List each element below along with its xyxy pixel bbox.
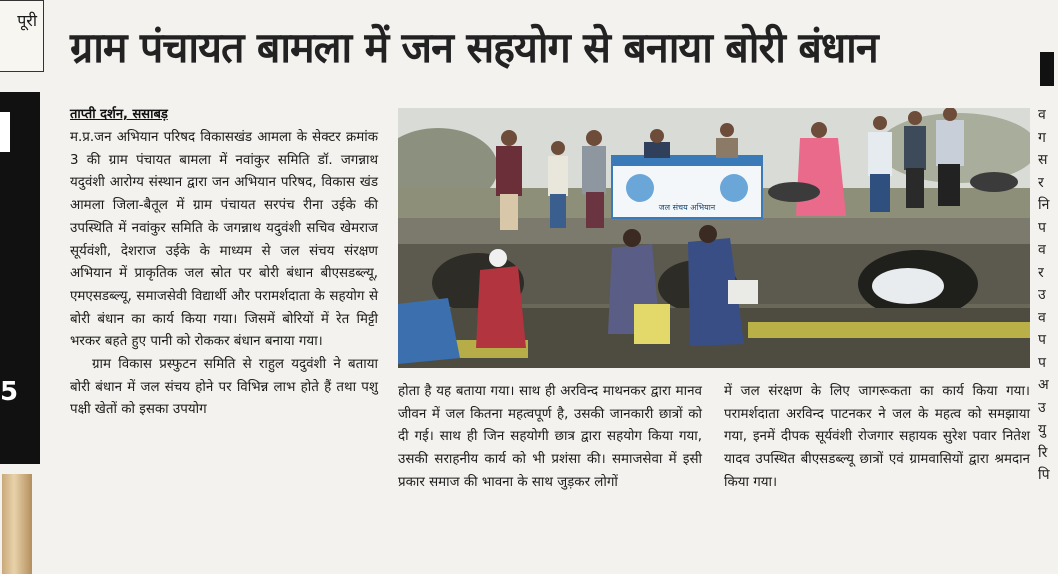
right-neighbor-glyph: र xyxy=(1038,264,1044,281)
right-neighbor-glyph: उ xyxy=(1038,287,1046,303)
right-neighbor-glyph: प xyxy=(1038,354,1046,371)
right-neighbor-text xyxy=(1038,104,1058,487)
right-neighbor-glyph: स xyxy=(1038,152,1048,168)
article-column-2: होता है यह बताया गया। साथ ही अरविन्द माथनकर द्वारा मानव जीवन में जल कितना महत्वपूर्ण है, उसकी जानकारी छात्रों को दी गई। साथ ही जिन सहयोगी छात्र द्वारा सहयोग किया गया, उसकी सराहनीय कार्य को भी प्रशंसा की। समाजसेवा में इसी प्रकार समाज की भावना के साथ जुड़कर लोगों xyxy=(398,384,702,490)
right-neighbor-glyph: व xyxy=(1038,107,1046,123)
article-paragraph-1: म.प्र.जन अभियान परिषद विकासखंड आमला के सेक्टर क्रमांक 3 की ग्राम पंचायत बामला में नवांकुर समिति डॉ. जगन्नाथ यदुवंशी आरोग्य संस्थान द्वारा जन अभियान परिषद, विकास खंड आमला जिला-बैतूल में ग्राम पंचायत सरपंच रीना उईके की उपस्थिति में नवांकुर समिति के जगन्नाथ यदुवंशी सचिव खेमराज सूर्यवंशी, देशराज उईके के माध्यम से जल संचय संरक्षण अभियान में प्राकृतिक जल स्रोत पर बोरी बंधान बीएसडब्ल्यू, एमएसडब्ल्यू, समाजसेवी विद्यार्थी और परामर्शदाता के सहयोग से बोरी बंधान का कार्य किया गया। जिसमें बोरियों में रेत मिट्टी भरकर बहते हुए पानी को रोककर बंधान बनाया गया। xyxy=(70,130,378,350)
article-paragraph-2: ग्राम विकास प्रस्फुटन समिति से राहुल यदुवंशी ने बताया बोरी बंधान में जल संचय होने पर विभिन्न लाभ होते हैं तथा पशु पक्षी खेतों को इसका उपयोग xyxy=(70,357,378,418)
right-neighbor-glyph: प xyxy=(1038,219,1046,236)
article-column-3: में जल संरक्षण के लिए जागरूकता का कार्य किया गया। परामर्शदाता अरविन्द पाटनकर ने जल के महत्व को समझाया गया, इनमें दीपक सूर्यवंशी रोजगार सहायक सुरेश पवार नितेश यादव उपस्थित बीएसडब्ल्यू छात्रों एवं ग्रामवासियों द्वारा श्रमदान किया गया। xyxy=(724,384,1030,490)
left-neighbor-photo xyxy=(2,474,32,574)
left-neighbor-strip xyxy=(0,0,44,574)
right-neighbor-glyph: रि xyxy=(1038,444,1048,461)
byline: ताप्ती दर्शन, ससाबड़ xyxy=(70,107,168,122)
right-neighbor-glyph: उ xyxy=(1038,399,1046,416)
photo-illustration xyxy=(398,108,1030,368)
right-neighbor-glyph: र xyxy=(1038,174,1044,191)
left-neighbor-ad: 5 xyxy=(0,92,40,464)
right-neighbor-glyph: व xyxy=(1038,242,1046,258)
right-neighbor-headline-fragment xyxy=(1040,52,1054,86)
right-neighbor-glyph: पि xyxy=(1038,467,1050,483)
right-neighbor-glyph: नि xyxy=(1038,197,1050,213)
article-column-1 xyxy=(70,127,378,422)
right-neighbor-glyph: ग xyxy=(1038,129,1046,146)
right-neighbor-glyph: व xyxy=(1038,309,1046,326)
left-neighbor-box xyxy=(0,0,44,72)
page-title: ग्राम पंचायत बामला में जन सहयोग से बनाया बोरी बंधान xyxy=(70,23,878,72)
right-neighbor-strip xyxy=(1030,0,1058,574)
right-neighbor-glyph: अ xyxy=(1038,377,1049,393)
photo-banner-text: जल संचय अभियान xyxy=(658,203,716,212)
right-neighbor-glyph: प xyxy=(1038,332,1046,348)
right-neighbor-glyph: यु xyxy=(1038,422,1047,438)
news-photo xyxy=(398,108,1030,368)
left-neighbor-snippet: पूरी xyxy=(17,11,37,30)
